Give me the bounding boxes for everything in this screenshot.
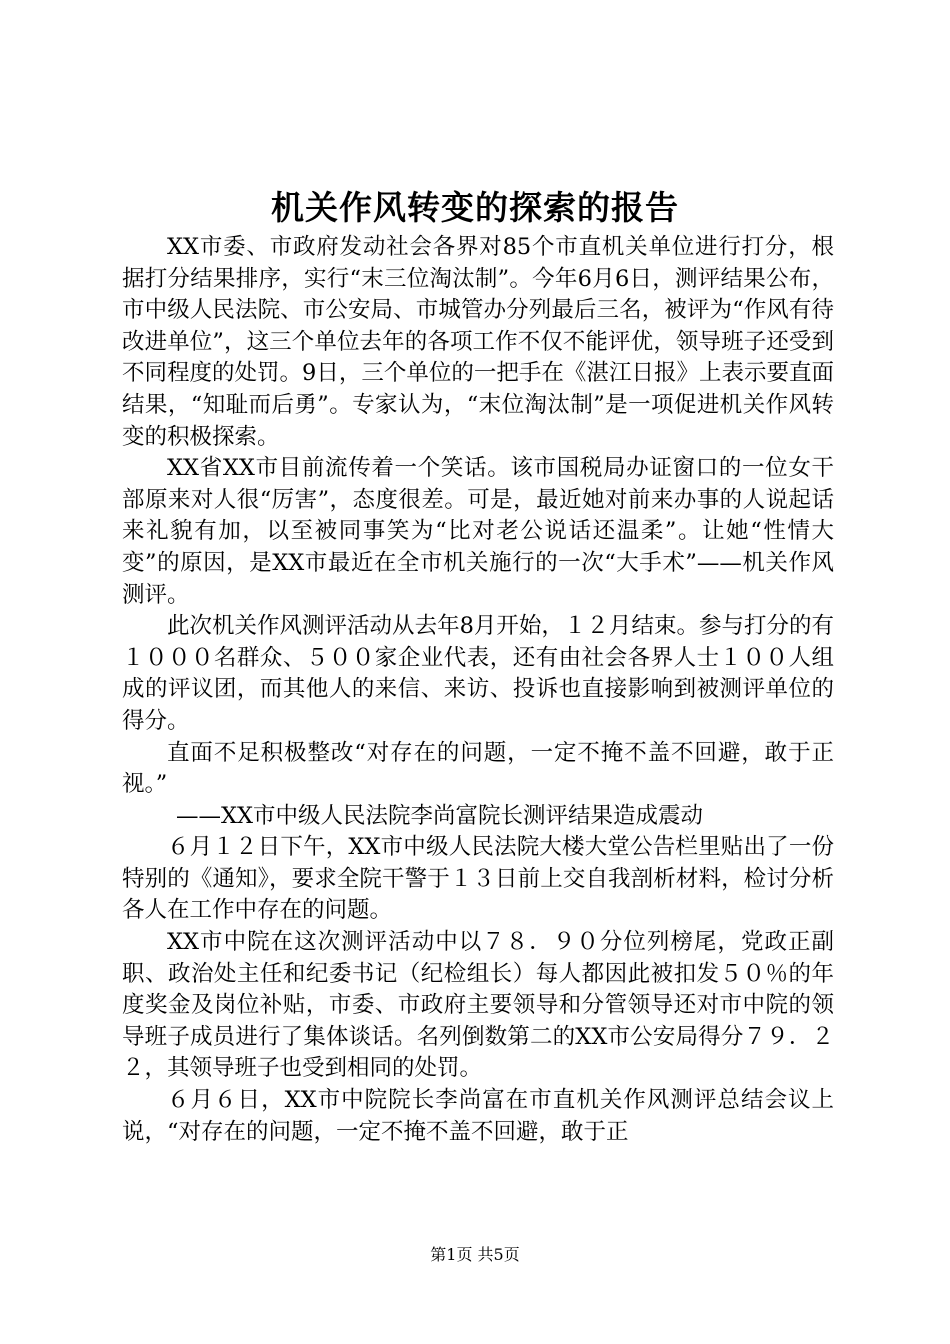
page-number-footer: 第1页 共5页	[430, 1245, 520, 1264]
paragraph-3: 此次机关作风测评活动从去年8月开始，１２月结束。参与打分的有１０００名群众、５００家企业代表，还有由社会各界人士１００人组成的评议团，而其他人的来信、来访、投诉也直接影响到被测评单位的得分。	[122, 613, 834, 734]
paragraph-5: ——XX市中级人民法院李尚富院长测评结果造成震动	[176, 802, 704, 829]
paragraph-8: ６月６日，XX市中院院长李尚富在市直机关作风测评总结会议上说，“对存在的问题，一定不掩不盖不回避，敢于正	[122, 1087, 834, 1145]
paragraph-2: XX省XX市目前流传着一个笑话。该市国税局办证窗口的一位女干部原来对人很“厉害”，态度很差。可是，最近她对前来办事的人说起话来礼貌有加，以至被同事笑为“比对老公说话还温柔”。让她“性情大变”的原因，是XX市最近在全市机关施行的一次“大手术”——机关作风测评。	[122, 455, 834, 608]
paragraph-7: XX市中院在这次测评活动中以７８．９０分位列榜尾，党政正副职、政治处主任和纪委书记（纪检组长）每人都因此被扣发５０％的年度奖金及岗位补贴，市委、市政府主要领导和分管领导还对市中院的领导班子成员进行了集体谈话。名列倒数第二的XX市公安局得分７９．２２，其领导班子也受到相同的处罚。	[122, 929, 834, 1082]
paragraph-1: XX市委、市政府发动社会各界对85个市直机关单位进行打分，根据打分结果排序，实行“末三位淘汰制”。今年6月6日，测评结果公布，市中级人民法院、市公安局、市城管办分列最后三名，被评为“作风有待改进单位”，这三个单位去年的各项工作不仅不能评优，领导班子还受到不同程度的处罚。9日，三个单位的一把手在《湛江日报》上表示要直面结果，“知耻而后勇”。专家认为，“末位淘汰制”是一项促进机关作风转变的积极探索。	[122, 234, 834, 450]
document-title: 机关作风转变的探索的报告	[271, 188, 679, 227]
paragraph-4: 直面不足积极整改“对存在的问题，一定不掩不盖不回避，敢于正视。”	[122, 739, 834, 798]
paragraph-6: ６月１２日下午，XX市中级人民法院大楼大堂公告栏里贴出了一份特别的《通知》，要求全院干警于１３日前上交自我剖析材料，检讨分析各人在工作中存在的问题。	[122, 834, 834, 924]
document-body	[122, 232, 834, 1148]
